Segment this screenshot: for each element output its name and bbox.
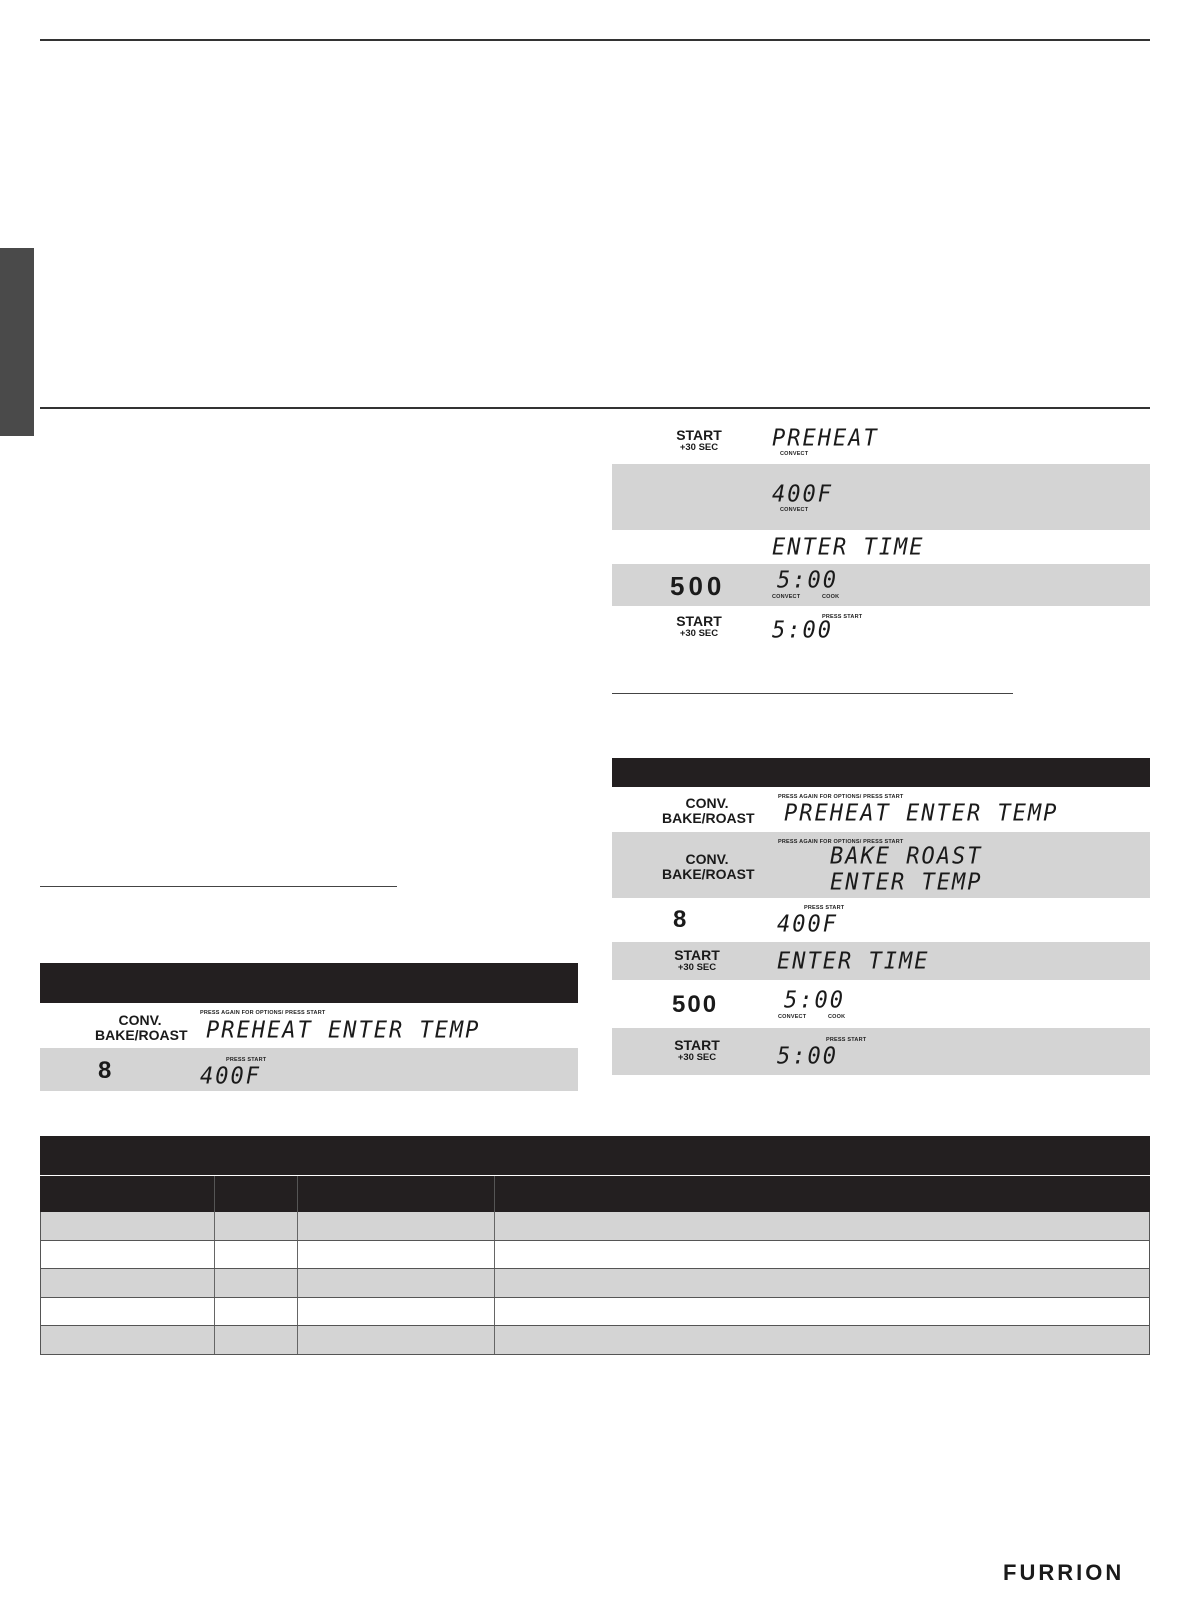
convect-indicator: CONVECT — [772, 594, 801, 600]
lcd-display: PREHEAT ENTER TEMP — [206, 1017, 481, 1044]
lcd-display: 400F — [200, 1063, 261, 1090]
column-divider — [214, 1241, 215, 1268]
number-key: 8 — [673, 906, 687, 933]
lcd-display: 400F — [772, 481, 833, 508]
lcd-display: ENTER TIME — [777, 948, 930, 975]
table-left-border — [40, 1212, 41, 1355]
start-key: START +30 SEC — [676, 613, 722, 639]
lcd-display: 5:00 — [777, 1043, 838, 1070]
column-divider — [214, 1176, 215, 1212]
panel-row — [612, 464, 1150, 530]
column-divider — [214, 1326, 215, 1354]
lcd-display: PREHEAT ENTER TEMP — [784, 800, 1059, 827]
column-divider — [297, 1176, 298, 1212]
convect-indicator: CONVECT — [780, 451, 809, 457]
column-divider — [297, 1241, 298, 1268]
top-rule — [40, 39, 1150, 41]
column-divider — [214, 1212, 215, 1240]
table-row — [40, 1326, 1150, 1355]
press-start-indicator: PRESS START — [822, 614, 863, 620]
table-row — [40, 1298, 1150, 1326]
lcd-display: 5:00 — [777, 567, 838, 594]
section-rule — [40, 407, 1150, 409]
lcd-display: 5:00 — [772, 617, 833, 644]
conv-bake-roast-key: CONV. BAKE/ROAST — [662, 795, 755, 826]
start-key: START +30 SEC — [676, 427, 722, 453]
table-row — [612, 942, 1150, 980]
lcd-display: PREHEAT — [772, 425, 879, 452]
table-right-border — [1149, 1212, 1150, 1355]
convect-indicator: CONVECT — [778, 1014, 807, 1020]
lcd-display: 5:00 — [784, 987, 845, 1014]
conv-bake-roast-key: CONV. BAKE/ROAST — [95, 1012, 188, 1043]
panel-row — [612, 418, 1150, 464]
table-row — [612, 1028, 1150, 1075]
options-indicator: PRESS AGAIN FOR OPTIONS/ PRESS START — [200, 1010, 326, 1016]
panel-row — [612, 564, 1150, 606]
number-key: 500 — [672, 991, 719, 1018]
cook-indicator: COOK — [822, 594, 840, 600]
bottom-table-title-bar — [40, 1136, 1150, 1175]
press-start-indicator: PRESS START — [826, 1037, 867, 1043]
left-table-header — [40, 963, 578, 1003]
table-row — [40, 1212, 1150, 1241]
column-divider — [297, 1269, 298, 1297]
right-heading-underline — [612, 693, 1013, 694]
column-divider — [297, 1212, 298, 1240]
section-side-tab — [0, 248, 34, 436]
table-row — [612, 787, 1150, 832]
column-divider — [494, 1212, 495, 1240]
start-key: START +30 SEC — [674, 1037, 720, 1063]
options-indicator: PRESS AGAIN FOR OPTIONS/ PRESS START — [778, 839, 904, 845]
lcd-display: ENTER TIME — [772, 534, 925, 561]
table-row — [612, 898, 1150, 942]
column-divider — [494, 1241, 495, 1268]
conv-bake-roast-key: CONV. BAKE/ROAST — [662, 851, 755, 882]
press-start-indicator: PRESS START — [226, 1057, 267, 1063]
lcd-display: 400F — [777, 911, 838, 938]
column-divider — [214, 1298, 215, 1325]
table-row — [40, 1269, 1150, 1298]
column-divider — [297, 1326, 298, 1354]
column-divider — [494, 1298, 495, 1325]
lcd-display-line2: ENTER TEMP — [830, 869, 983, 896]
right-table-header — [612, 758, 1150, 787]
table-row — [612, 980, 1150, 1028]
column-divider — [494, 1269, 495, 1297]
number-key: 8 — [98, 1057, 112, 1084]
left-heading-underline — [40, 886, 397, 887]
table-row — [40, 1048, 578, 1091]
furrion-logo: FURRION — [1003, 1560, 1125, 1585]
start-key: START +30 SEC — [674, 947, 720, 973]
table-row — [40, 1003, 578, 1048]
column-divider — [297, 1298, 298, 1325]
lcd-display: BAKE ROAST — [830, 843, 983, 870]
table-row — [612, 832, 1150, 898]
table-row — [40, 1241, 1150, 1269]
column-divider — [494, 1176, 495, 1212]
panel-row — [612, 530, 1150, 564]
column-divider — [494, 1326, 495, 1354]
convect-indicator: CONVECT — [780, 507, 809, 513]
number-key: 500 — [670, 571, 726, 601]
cook-indicator: COOK — [828, 1014, 846, 1020]
bottom-table-header-row — [40, 1176, 1150, 1212]
column-divider — [214, 1269, 215, 1297]
options-indicator: PRESS AGAIN FOR OPTIONS/ PRESS START — [778, 794, 904, 800]
panel-row — [612, 606, 1150, 652]
press-start-indicator: PRESS START — [804, 905, 845, 911]
